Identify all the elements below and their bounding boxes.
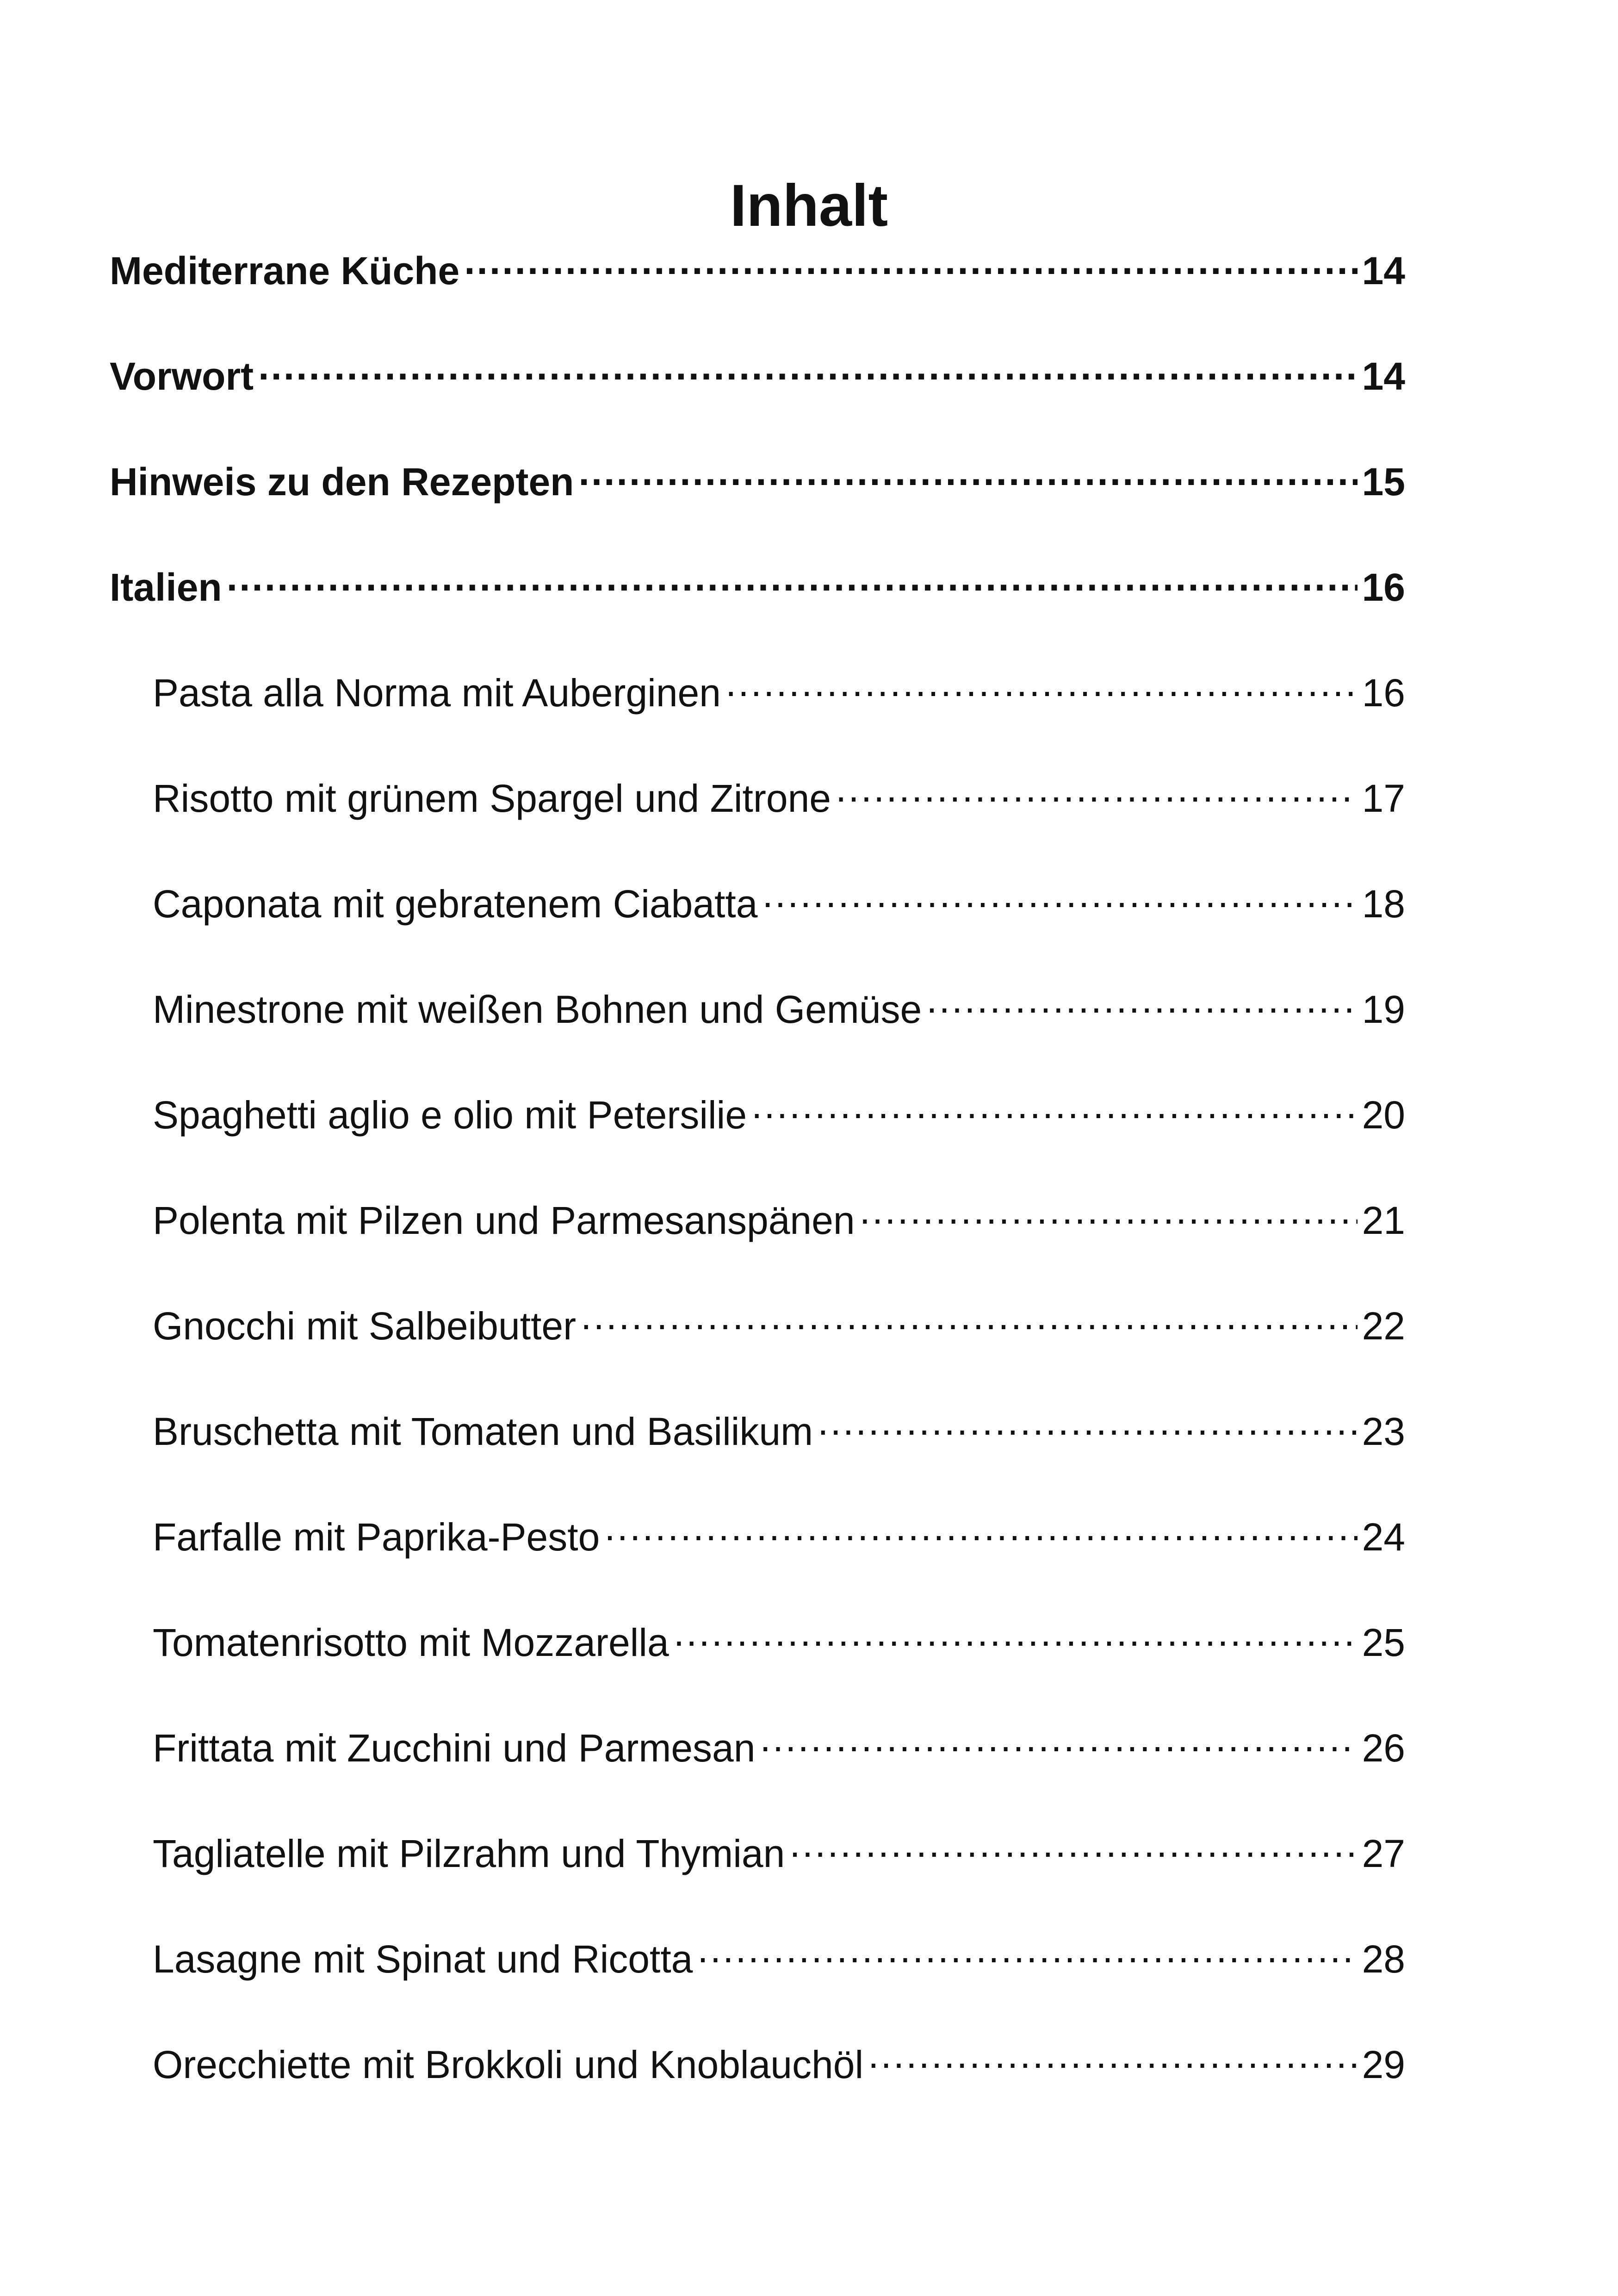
dot-leader [464, 245, 1357, 284]
dot-leader [860, 1195, 1358, 1234]
toc-entry-title: Lasagne mit Spinat und Ricotta [153, 1937, 693, 1981]
dot-leader [674, 1617, 1358, 1656]
toc-entry[interactable] [110, 1190, 1405, 1296]
toc-entry[interactable] [110, 1507, 1405, 1612]
table-of-contents [110, 241, 1405, 2140]
toc-entry-title: Vorwort [110, 355, 254, 398]
toc-entry-title: Tagliatelle mit Pilzrahm und Thymian [153, 1832, 785, 1875]
toc-entry-page-number: 29 [1362, 2043, 1405, 2086]
toc-entry[interactable] [110, 1823, 1405, 1929]
dot-leader [868, 2039, 1357, 2078]
toc-entry-page-number: 18 [1362, 882, 1405, 926]
page-title: Inhalt [730, 173, 888, 239]
toc-entry-title: Frittata mit Zucchini und Parmesan [153, 1726, 756, 1770]
toc-entry-page-number: 16 [1362, 671, 1405, 715]
toc-entry-page-number: 22 [1362, 1304, 1405, 1348]
toc-entry[interactable] [110, 768, 1405, 874]
toc-entry[interactable] [110, 1929, 1405, 2035]
toc-entry-page-number: 26 [1362, 1726, 1405, 1770]
dot-leader [789, 1828, 1357, 1867]
toc-entry-title: Tomatenrisotto mit Mozzarella [153, 1621, 669, 1664]
toc-entry-title: Risotto mit grünem Spargel und Zitrone [153, 777, 831, 820]
toc-entry-page-number: 15 [1362, 460, 1405, 504]
dot-leader [751, 1089, 1358, 1128]
toc-entry[interactable] [110, 557, 1405, 663]
toc-entry-page-number: 21 [1362, 1199, 1405, 1242]
dot-leader [579, 456, 1358, 495]
toc-entry[interactable] [110, 1401, 1405, 1507]
toc-entry-title: Hinweis zu den Rezepten [110, 460, 574, 504]
dot-leader [762, 878, 1357, 917]
toc-entry-page-number: 27 [1362, 1832, 1405, 1875]
toc-entry[interactable] [110, 1718, 1405, 1823]
dot-leader [836, 773, 1358, 812]
toc-entry[interactable] [110, 1296, 1405, 1401]
toc-entry-title: Minestrone mit weißen Bohnen und Gemüse [153, 988, 922, 1031]
toc-entry[interactable] [110, 452, 1405, 557]
toc-entry-title: Caponata mit gebratenem Ciabatta [153, 882, 758, 926]
toc-entry[interactable] [110, 346, 1405, 452]
toc-entry-page-number: 24 [1362, 1515, 1405, 1559]
toc-entry[interactable] [110, 663, 1405, 768]
toc-entry-title: Polenta mit Pilzen und Parmesanspänen [153, 1199, 855, 1242]
toc-entry-title: Farfalle mit Paprika-Pesto [153, 1515, 600, 1559]
toc-entry-page-number: 14 [1362, 355, 1405, 398]
toc-entry-title: Gnocchi mit Salbeibutter [153, 1304, 577, 1348]
dot-leader [725, 667, 1358, 706]
toc-entry-title: Bruschetta mit Tomaten und Basilikum [153, 1410, 813, 1453]
toc-entry[interactable] [110, 2035, 1405, 2140]
toc-entry-page-number: 14 [1362, 249, 1405, 292]
toc-entry-title: Orecchiette mit Brokkoli und Knoblauchöl [153, 2043, 864, 2086]
toc-entry[interactable] [110, 874, 1405, 979]
toc-entry-page-number: 17 [1362, 777, 1405, 820]
toc-entry-page-number: 19 [1362, 988, 1405, 1031]
dot-leader [697, 1934, 1357, 1972]
toc-entry-page-number: 25 [1362, 1621, 1405, 1664]
toc-entry-title: Pasta alla Norma mit Auberginen [153, 671, 721, 715]
toc-entry-title: Mediterrane Küche [110, 249, 460, 292]
dot-leader [818, 1406, 1357, 1445]
toc-entry[interactable] [110, 1612, 1405, 1718]
dot-leader [760, 1723, 1358, 1761]
dot-leader [926, 984, 1357, 1023]
toc-entry-title: Spaghetti aglio e olio mit Petersilie [153, 1093, 747, 1137]
toc-entry-page-number: 20 [1362, 1093, 1405, 1137]
dot-leader [258, 351, 1357, 390]
dot-leader [581, 1300, 1357, 1339]
toc-entry[interactable] [110, 241, 1405, 346]
dot-leader [227, 562, 1358, 601]
toc-entry-title: Italien [110, 566, 222, 609]
dot-leader [604, 1512, 1357, 1550]
toc-entry-page-number: 16 [1362, 566, 1405, 609]
toc-entry[interactable] [110, 979, 1405, 1085]
toc-entry-page-number: 23 [1362, 1410, 1405, 1453]
toc-entry-page-number: 28 [1362, 1937, 1405, 1981]
toc-entry[interactable] [110, 1085, 1405, 1190]
